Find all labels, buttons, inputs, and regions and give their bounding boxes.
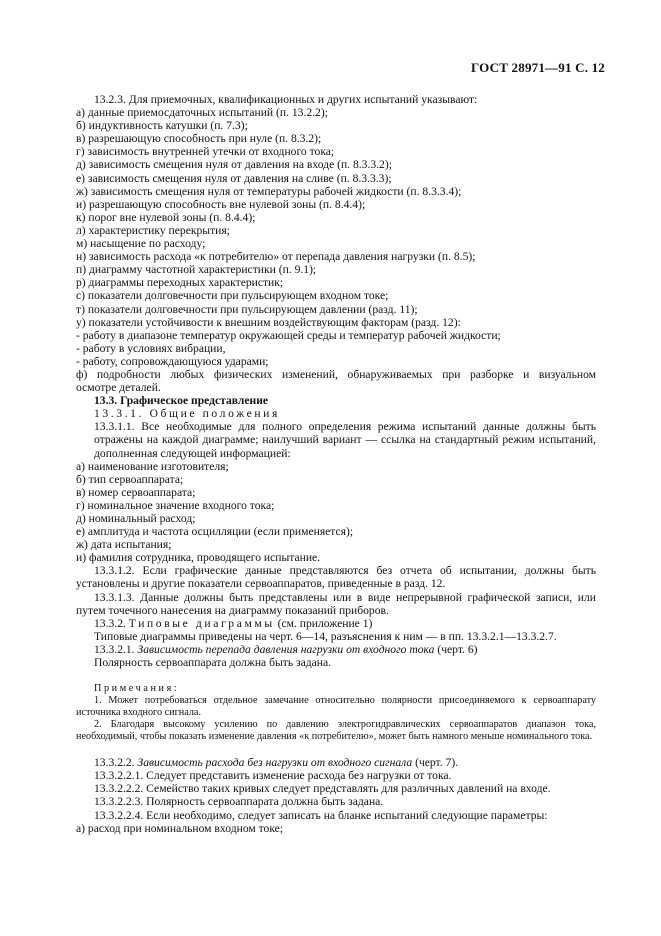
subheading-13-3-2-title: Типовые диаграммы bbox=[128, 616, 275, 630]
subheading-13-3-2-ref: (см. приложение 1) bbox=[277, 616, 373, 630]
list-item: к) порог вне нулевой зоны (п. 8.4.4); bbox=[76, 210, 256, 224]
list-item: и) фамилия сотрудника, проводящего испытание. bbox=[76, 551, 321, 565]
list-item: л) характеристику перекрытия; bbox=[76, 223, 230, 237]
list-item: н) зависимость расхода «к потребителю» от перепада давления нагрузки (п. 8.5); bbox=[76, 250, 476, 264]
list-item: т) показатели долговечности при пульсирующем давлении (разд. 11); bbox=[76, 302, 418, 316]
notes-block bbox=[76, 683, 596, 743]
para-13-3-2-2 bbox=[76, 756, 596, 769]
para-13-3-2-2-3: 13.3.2.2.3. Полярность сервоаппарата должна быть задана. bbox=[94, 795, 384, 809]
notes-title: Примечания: bbox=[94, 683, 180, 695]
list-item: а) расход при номинальном входном токе; bbox=[76, 821, 284, 835]
subheading-13-3-2 bbox=[76, 617, 596, 630]
list-item: д) номинальный расход; bbox=[76, 512, 196, 525]
list-item: д) зависимость смещения нуля от давления на входе (п. 8.3.3.2); bbox=[76, 158, 392, 172]
para-13-3-2-2-ref: (черт. 7). bbox=[415, 756, 459, 770]
page-header: ГОСТ 28971—91 С. 12 bbox=[471, 60, 605, 75]
list-item: ж) дата испытания; bbox=[76, 538, 172, 552]
list-item-f-line1: ф) подробности любых физических изменений, обнаруживаемых при разборке и визуальном bbox=[76, 367, 596, 381]
para-polarity: Полярность сервоаппарата должна быть задана. bbox=[94, 656, 332, 670]
para-13-3-1-2: 13.3.1.2. Если графические данные представляются без отчета об испытании, должны быть установлены и другие показатели сервоаппаратов, приведенные в разд. 12. bbox=[76, 564, 596, 591]
dash-item: - работу, сопровождающуюся ударами; bbox=[76, 354, 269, 368]
document-body bbox=[76, 93, 596, 835]
list-item: в) разрешающую способность при нуле (п. 8.3.2); bbox=[76, 132, 322, 146]
para-types: Типовые диаграммы приведены на черт. 6—14, разъяснения к ним — в пп. 13.3.2.1—13.3.2.7. bbox=[94, 629, 557, 643]
section-heading-13-3: 13.3. Графическое представление bbox=[94, 394, 269, 408]
para-13-3-2-2-title: Зависимость расхода без нагрузки от входного сигнала bbox=[137, 756, 413, 770]
para-13-3-2-1 bbox=[76, 643, 596, 656]
list-item-f-line2: осмотре деталей. bbox=[76, 381, 161, 395]
list-item: е) зависимость смещения нуля от давления на сливе (п. 8.3.3.3); bbox=[76, 171, 392, 185]
para-13-3-2-2-2: 13.3.2.2.2. Семейство таких кривых следует представлять для различных давлений на входе. bbox=[94, 782, 551, 796]
list-item: г) номинальное значение входного тока; bbox=[76, 498, 275, 512]
para-13-3-2-1-number: 13.3.2.1. bbox=[94, 642, 135, 656]
list-item: ж) зависимость смещения нуля от температуры рабочей жидкости (п. 8.3.3.4); bbox=[76, 184, 462, 198]
para-13-3-2-2-1: 13.3.2.2.1. Следует представить изменение расхода без нагрузки от тока. bbox=[94, 769, 452, 783]
para-13-3-2-1-title: Зависимость перепада давления нагрузки от входного тока bbox=[137, 642, 435, 656]
list-item: г) зависимость внутренней утечки от входного тока; bbox=[76, 145, 335, 159]
list-item: а) данные приемосдаточных испытаний (п. 13.2.2); bbox=[76, 106, 328, 120]
para-13-3-2-2-4: 13.3.2.2.4. Если необходимо, следует записать на бланке испытаний следующие параметры: bbox=[94, 808, 548, 822]
list-item: б) тип сервоаппарата; bbox=[76, 472, 184, 486]
list-item: в) номер сервоаппарата; bbox=[76, 485, 196, 499]
list-item: п) диаграмму частотной характеристики (п. 9.1); bbox=[76, 263, 317, 277]
para-13-2-3-intro: 13.2.3. Для приемочных, квалификационных и других испытаний указывают: bbox=[94, 93, 478, 106]
list-item: е) амплитуда и частота осцилляции (если применяется); bbox=[76, 525, 354, 539]
para-13-3-1-1: 13.3.1.1. Все необходимые для полного определения режима испытаний данные должны быть отражены на каждой диаграмме; наилучший вариант — ссылка на стандартный режим испытаний, дополненная следующей информацией: bbox=[94, 420, 596, 460]
list-item: и) разрешающую способность вне нулевой зоны (п. 8.4.4); bbox=[76, 197, 366, 211]
list-item: р) диаграммы переходных характеристик; bbox=[76, 276, 284, 290]
dash-item: - работу в диапазоне температур окружающей среды и температур рабочей жидкости; bbox=[76, 328, 501, 342]
list-item: м) насыщение по расходу; bbox=[76, 237, 206, 251]
para-13-3-2-2-number: 13.3.2.2. bbox=[94, 756, 135, 770]
para-13-3-2-1-ref: (черт. 6) bbox=[437, 642, 478, 656]
list-item: у) показатели устойчивости к внешним воздействующим факторам (разд. 12): bbox=[76, 315, 461, 329]
list-item: б) индуктивность катушки (п. 7.3); bbox=[76, 119, 248, 133]
subheading-13-3-1: 13.3.1. Общие положения bbox=[94, 407, 280, 421]
note-1: 1. Может потребоваться отдельное замечание относительно полярности присоединяемого к сервоаппарату источника входного сигнала. bbox=[76, 695, 596, 719]
list-item: а) наименование изготовителя; bbox=[76, 459, 229, 473]
para-13-3-1-3: 13.3.1.3. Данные должны быть представлены или в виде непрерывной графической записи, или путем точечного нанесения на диаграмму показаний приборов. bbox=[76, 590, 596, 617]
note-2: 2. Благодаря высокому усилению по давлению электрогидравлических сервоаппаратов диапазон тока, необходимый, чтобы показать изменение давления «к потребителю», может быть намного меньше номинального тока. bbox=[76, 719, 596, 743]
list-item: с) показатели долговечности при пульсирующем входном токе; bbox=[76, 289, 389, 303]
subheading-13-3-2-number: 13.3.2. bbox=[94, 616, 126, 630]
dash-item: - работу в условиях вибрации, bbox=[76, 341, 226, 355]
